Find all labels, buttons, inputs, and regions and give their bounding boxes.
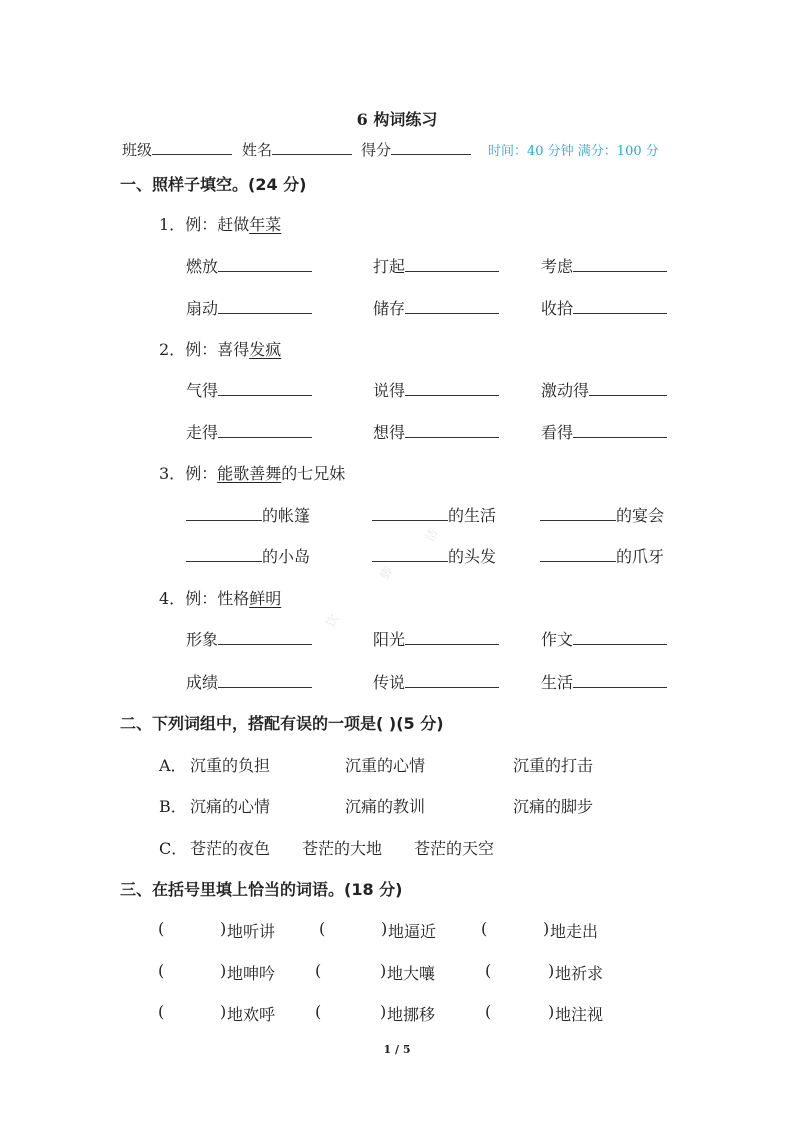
fill-item-4: 地呻吟 [227, 964, 276, 983]
paren-close: ) [548, 961, 555, 980]
item-word: 生活 [541, 673, 574, 692]
q1-item-2 [373, 254, 499, 277]
answer-blank[interactable] [218, 297, 312, 314]
answer-blank[interactable] [573, 421, 667, 438]
q1-number: 1． [159, 215, 186, 234]
item-word: 成绩 [186, 673, 219, 692]
item-word: 作文 [541, 630, 574, 649]
page-title: 6 构词练习 [356, 110, 438, 129]
score-label: 得分 [361, 141, 392, 159]
q3-item-2 [372, 503, 496, 526]
answer-blank[interactable] [405, 297, 499, 314]
page-number: 1 / 5 [383, 1043, 411, 1056]
paren-open: ( [158, 961, 165, 980]
q4-example [159, 586, 281, 609]
fill-item-3: 地走出 [550, 922, 599, 941]
score-field [361, 139, 471, 160]
section3-heading: 三、在括号里填上恰当的词语。(18 分) [120, 880, 403, 899]
answer-blank[interactable] [573, 671, 667, 688]
q3-prefix: 例： [185, 464, 218, 483]
fill-item-1: 地听讲 [227, 922, 276, 941]
paren-close: ) [381, 919, 388, 938]
q3-item-4 [186, 544, 310, 567]
answer-blank[interactable] [573, 297, 667, 314]
q2-item-2 [373, 378, 499, 401]
q2-example [159, 337, 281, 360]
paren-open: ( [315, 961, 322, 980]
watermark-char: 脚 [377, 564, 396, 582]
paren-open: ( [315, 1002, 322, 1021]
paren-open: ( [485, 1002, 492, 1021]
q1-item-6 [541, 296, 667, 319]
q3-item-3 [540, 503, 664, 526]
item-word: 看得 [541, 423, 574, 442]
answer-blank[interactable] [372, 545, 448, 562]
answer-blank[interactable] [372, 504, 448, 521]
answer-blank[interactable] [405, 628, 499, 645]
q4-number: 4． [159, 589, 186, 608]
class-label: 班级 [122, 141, 153, 159]
item-word: 的小岛 [262, 547, 311, 566]
q1-item-3 [541, 254, 667, 277]
item-word: 燃放 [186, 257, 219, 276]
watermark-char: 洁 [422, 526, 441, 544]
option-c-label: C． [159, 839, 188, 858]
fill-item-6: 地祈求 [555, 964, 604, 983]
q3-item-1 [186, 503, 310, 526]
q2-prefix: 例：喜得 [185, 340, 250, 359]
paren-close: ) [380, 1002, 387, 1021]
answer-blank[interactable] [405, 379, 499, 396]
option-c-item-2: 苍茫的大地 [302, 839, 383, 858]
paren-close: ) [220, 919, 227, 938]
item-word: 考虑 [541, 257, 574, 276]
q1-item-5 [373, 296, 499, 319]
item-word: 的头发 [448, 547, 497, 566]
q1-item-4 [186, 296, 312, 319]
name-blank[interactable] [272, 140, 352, 155]
option-b-item-3: 沉痛的脚步 [513, 797, 594, 816]
q4-underlined: 鲜明 [249, 589, 282, 608]
watermark-char: 饮 [323, 612, 342, 630]
paren-open: ( [481, 919, 488, 938]
q2-number: 2． [159, 340, 186, 359]
item-word: 气得 [186, 381, 219, 400]
fill-item-7: 地欢呼 [227, 1005, 276, 1024]
option-a-item-2: 沉重的心情 [345, 756, 426, 775]
q1-prefix: 例：赶做 [185, 215, 250, 234]
fill-item-8: 地挪移 [387, 1005, 436, 1024]
item-word: 激动得 [541, 381, 590, 400]
q3-suffix: 的七兄妹 [281, 464, 346, 483]
q3-underlined: 能歌善舞 [217, 464, 282, 483]
option-c-item-3: 苍茫的天空 [414, 839, 495, 858]
q3-item-5 [372, 544, 496, 567]
q4-item-4 [186, 670, 312, 693]
item-word: 阳光 [373, 630, 406, 649]
answer-blank[interactable] [405, 671, 499, 688]
q1-item-1 [186, 254, 312, 277]
q2-item-5 [373, 420, 499, 443]
q2-item-4 [186, 420, 312, 443]
option-a-item-3: 沉重的打击 [513, 756, 594, 775]
option-b-item-1: 沉痛的心情 [190, 797, 271, 816]
q2-item-3 [541, 378, 667, 401]
name-label: 姓名 [242, 141, 273, 159]
item-word: 储存 [373, 299, 406, 318]
q4-item-1 [186, 627, 312, 650]
paren-open: ( [319, 919, 326, 938]
answer-blank[interactable] [218, 379, 312, 396]
answer-blank[interactable] [405, 255, 499, 272]
item-word: 想得 [373, 423, 406, 442]
q2-underlined: 发疯 [249, 340, 282, 359]
answer-blank[interactable] [218, 628, 312, 645]
fill-item-2: 地逼近 [388, 922, 437, 941]
q2-item-6 [541, 420, 667, 443]
q3-item-6 [540, 544, 664, 567]
time-score-note: 时间：40 分钟 满分：100 分 [488, 144, 659, 159]
item-word: 的爪牙 [616, 547, 665, 566]
paren-open: ( [485, 961, 492, 980]
item-word: 扇动 [186, 299, 219, 318]
answer-blank[interactable] [573, 255, 667, 272]
q4-item-5 [373, 670, 499, 693]
item-word: 的宴会 [616, 506, 665, 525]
q3-example [159, 461, 345, 484]
option-c-item-1: 苍茫的夜色 [190, 839, 271, 858]
item-word: 的生活 [448, 506, 497, 525]
q4-prefix: 例：性格 [185, 589, 250, 608]
section1-heading: 一、照样子填空。(24 分) [120, 175, 307, 194]
name-field [242, 139, 352, 160]
answer-blank[interactable] [540, 545, 616, 562]
paren-close: ) [220, 961, 227, 980]
option-b-label: B． [159, 797, 187, 816]
q4-item-2 [373, 627, 499, 650]
item-word: 说得 [373, 381, 406, 400]
paren-close: ) [548, 1002, 555, 1021]
paren-open: ( [158, 919, 165, 938]
option-a-item-1: 沉重的负担 [190, 756, 271, 775]
q2-item-1 [186, 378, 312, 401]
q3-number: 3． [159, 464, 186, 483]
item-word: 的帐篷 [262, 506, 311, 525]
paren-close: ) [380, 961, 387, 980]
paren-close: ) [543, 919, 550, 938]
item-word: 走得 [186, 423, 219, 442]
item-word: 传说 [373, 673, 406, 692]
q4-item-3 [541, 627, 667, 650]
answer-blank[interactable] [218, 671, 312, 688]
answer-blank[interactable] [218, 255, 312, 272]
answer-blank[interactable] [573, 628, 667, 645]
fill-item-9: 地注视 [555, 1005, 604, 1024]
answer-blank[interactable] [218, 421, 312, 438]
fill-item-5: 地大嚷 [387, 964, 436, 983]
answer-blank[interactable] [186, 504, 262, 521]
paren-open: ( [158, 1002, 165, 1021]
score-blank[interactable] [391, 140, 471, 155]
q1-underlined: 年菜 [249, 215, 282, 234]
q4-item-6 [541, 670, 667, 693]
option-a-label: A． [159, 756, 187, 775]
q1-example [159, 212, 281, 235]
option-b-item-2: 沉痛的教训 [345, 797, 426, 816]
answer-blank[interactable] [589, 379, 667, 396]
answer-blank[interactable] [540, 504, 616, 521]
item-word: 形象 [186, 630, 219, 649]
section2-heading: 二、下列词组中，搭配有误的一项是( )(5 分) [120, 714, 444, 733]
paren-close: ) [220, 1002, 227, 1021]
class-blank[interactable] [152, 140, 232, 155]
answer-blank[interactable] [186, 545, 262, 562]
answer-blank[interactable] [405, 421, 499, 438]
class-field [122, 139, 232, 160]
item-word: 收拾 [541, 299, 574, 318]
item-word: 打起 [373, 257, 406, 276]
